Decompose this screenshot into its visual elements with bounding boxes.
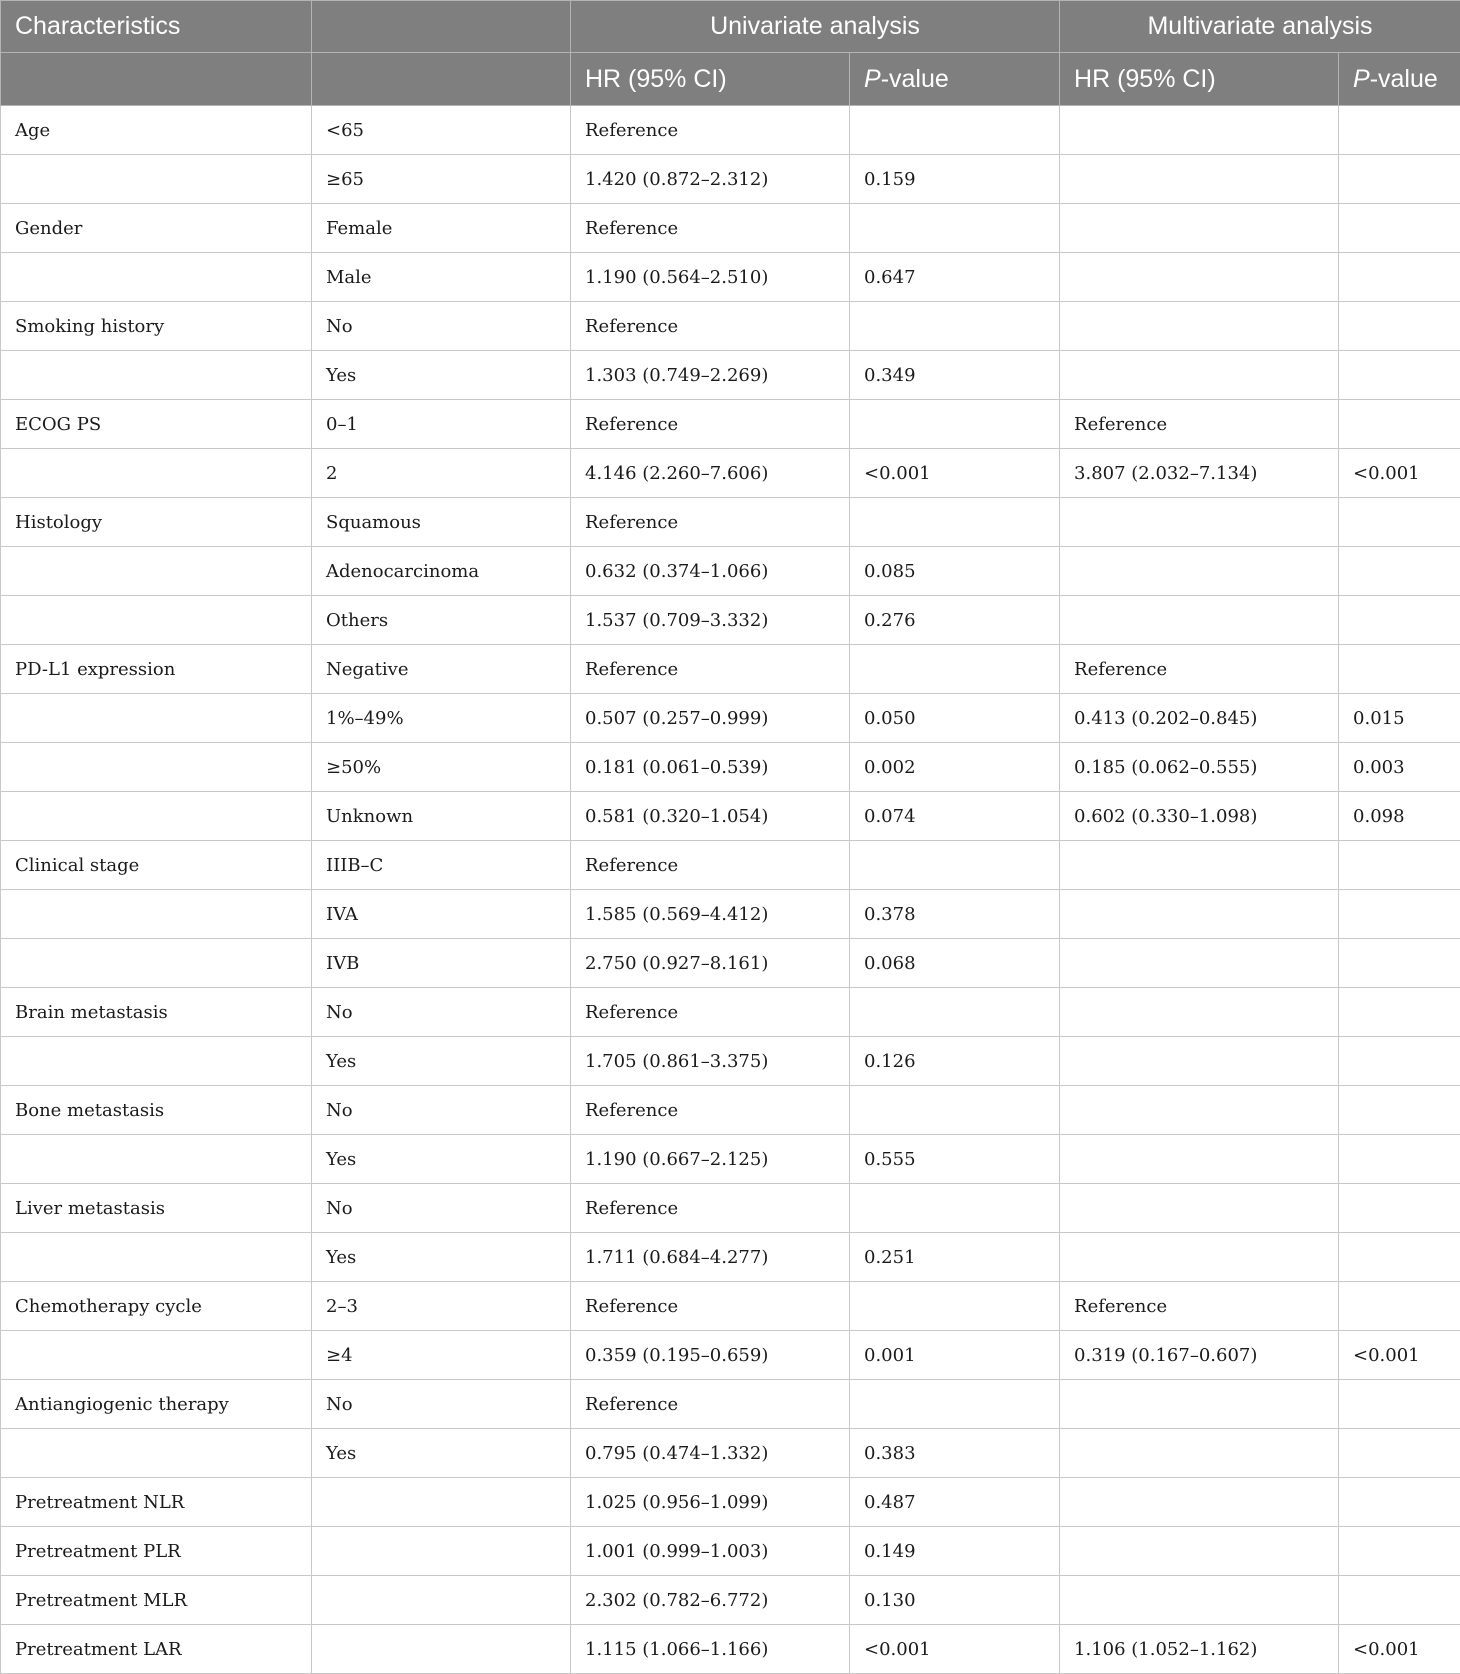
univariate-p-cell: 0.068	[850, 939, 1060, 988]
univariate-p-cell: <0.001	[850, 449, 1060, 498]
univariate-hr-cell: 0.359 (0.195–0.659)	[571, 1331, 850, 1380]
univariate-hr-cell: Reference	[571, 1086, 850, 1135]
multivariate-hr-cell	[1060, 1576, 1339, 1625]
subgroup-cell: Squamous	[312, 498, 571, 547]
characteristic-cell: Clinical stage	[1, 841, 312, 890]
p-italic: P	[1353, 65, 1370, 93]
multivariate-hr-cell	[1060, 498, 1339, 547]
subgroup-cell: Yes	[312, 1233, 571, 1282]
table-row	[1, 1625, 1460, 1674]
univariate-hr-cell: 1.537 (0.709–3.332)	[571, 596, 850, 645]
characteristic-cell: Smoking history	[1, 302, 312, 351]
subgroup-cell: IVA	[312, 890, 571, 939]
subgroup-cell: 2–3	[312, 1282, 571, 1331]
multivariate-hr-cell	[1060, 841, 1339, 890]
univariate-p-cell: 0.002	[850, 743, 1060, 792]
univariate-hr-cell: Reference	[571, 988, 850, 1037]
characteristics-header-blank	[1, 53, 312, 106]
univariate-hr-cell: 0.581 (0.320–1.054)	[571, 792, 850, 841]
subgroup-cell: Negative	[312, 645, 571, 694]
multivariate-hr-cell	[1060, 1527, 1339, 1576]
multivariate-p-cell	[1339, 106, 1460, 155]
multivariate-hr-cell: 0.319 (0.167–0.607)	[1060, 1331, 1339, 1380]
multivariate-hr-cell	[1060, 1086, 1339, 1135]
table-row	[1, 351, 1460, 400]
table-row	[1, 1478, 1460, 1527]
multivariate-p-cell: <0.001	[1339, 449, 1460, 498]
multivariate-hr-header: HR (95% CI)	[1060, 53, 1339, 106]
table-row	[1, 1233, 1460, 1282]
subgroup-cell	[312, 1478, 571, 1527]
univariate-p-cell	[850, 1184, 1060, 1233]
table-row	[1, 645, 1460, 694]
multivariate-p-cell: 0.098	[1339, 792, 1460, 841]
univariate-hr-cell: 1.001 (0.999–1.003)	[571, 1527, 850, 1576]
subgroup-cell: Yes	[312, 1135, 571, 1184]
characteristic-cell: PD-L1 expression	[1, 645, 312, 694]
univariate-hr-cell: 0.181 (0.061–0.539)	[571, 743, 850, 792]
univariate-p-cell: 0.074	[850, 792, 1060, 841]
univariate-p-cell	[850, 645, 1060, 694]
characteristic-cell	[1, 1331, 312, 1380]
subgroup-cell: IIIB–C	[312, 841, 571, 890]
multivariate-hr-cell: 0.602 (0.330–1.098)	[1060, 792, 1339, 841]
multivariate-hr-cell: Reference	[1060, 400, 1339, 449]
multivariate-p-cell	[1339, 1282, 1460, 1331]
subgroup-cell: No	[312, 988, 571, 1037]
multivariate-p-cell	[1339, 351, 1460, 400]
table-row	[1, 1135, 1460, 1184]
subgroup-cell: Yes	[312, 351, 571, 400]
univariate-hr-cell: Reference	[571, 841, 850, 890]
table-row	[1, 155, 1460, 204]
characteristic-cell: ECOG PS	[1, 400, 312, 449]
p-italic: P	[864, 65, 881, 93]
univariate-p-cell: 0.555	[850, 1135, 1060, 1184]
table-row	[1, 596, 1460, 645]
table-row	[1, 253, 1460, 302]
characteristics-header: Characteristics	[1, 1, 312, 53]
subgroup-cell: IVB	[312, 939, 571, 988]
characteristic-cell	[1, 596, 312, 645]
subgroup-cell: Others	[312, 596, 571, 645]
univariate-p-cell: 0.130	[850, 1576, 1060, 1625]
univariate-hr-cell: Reference	[571, 400, 850, 449]
characteristic-cell	[1, 792, 312, 841]
univariate-p-cell: 0.050	[850, 694, 1060, 743]
univariate-hr-cell: 2.750 (0.927–8.161)	[571, 939, 850, 988]
multivariate-hr-cell	[1060, 1184, 1339, 1233]
multivariate-p-cell: 0.003	[1339, 743, 1460, 792]
multivariate-p-cell: 0.015	[1339, 694, 1460, 743]
characteristic-cell	[1, 351, 312, 400]
multivariate-hr-cell	[1060, 302, 1339, 351]
subgroup-cell: No	[312, 1086, 571, 1135]
subgroup-cell: No	[312, 302, 571, 351]
univariate-p-cell	[850, 498, 1060, 547]
characteristic-cell: Chemotherapy cycle	[1, 1282, 312, 1331]
table-row	[1, 841, 1460, 890]
characteristic-cell: Brain metastasis	[1, 988, 312, 1037]
multivariate-header: Multivariate analysis	[1060, 1, 1460, 53]
univariate-hr-cell: 0.507 (0.257–0.999)	[571, 694, 850, 743]
multivariate-p-cell	[1339, 1037, 1460, 1086]
subgroup-cell: Female	[312, 204, 571, 253]
multivariate-hr-cell	[1060, 253, 1339, 302]
subgroup-cell: 1%–49%	[312, 694, 571, 743]
multivariate-p-cell	[1339, 302, 1460, 351]
characteristic-cell: Antiangiogenic therapy	[1, 1380, 312, 1429]
table-row	[1, 1576, 1460, 1625]
multivariate-p-cell	[1339, 155, 1460, 204]
multivariate-p-cell	[1339, 939, 1460, 988]
table-row	[1, 1184, 1460, 1233]
subgroup-header	[312, 1, 571, 53]
univariate-p-cell	[850, 400, 1060, 449]
univariate-hr-cell: 1.705 (0.861–3.375)	[571, 1037, 850, 1086]
multivariate-p-cell	[1339, 645, 1460, 694]
characteristic-cell: Pretreatment NLR	[1, 1478, 312, 1527]
multivariate-hr-cell	[1060, 1135, 1339, 1184]
multivariate-hr-cell	[1060, 1233, 1339, 1282]
univariate-p-cell: 0.349	[850, 351, 1060, 400]
univariate-hr-cell: 4.146 (2.260–7.606)	[571, 449, 850, 498]
table-row	[1, 400, 1460, 449]
univariate-hr-cell: 1.420 (0.872–2.312)	[571, 155, 850, 204]
subgroup-cell	[312, 1527, 571, 1576]
subgroup-cell	[312, 1625, 571, 1674]
univariate-hr-cell: Reference	[571, 645, 850, 694]
table-row	[1, 498, 1460, 547]
table-row	[1, 302, 1460, 351]
subgroup-cell	[312, 1576, 571, 1625]
multivariate-hr-cell	[1060, 890, 1339, 939]
univariate-hr-cell: 1.025 (0.956–1.099)	[571, 1478, 850, 1527]
characteristic-cell: Pretreatment MLR	[1, 1576, 312, 1625]
univariate-hr-cell: Reference	[571, 204, 850, 253]
subgroup-cell: No	[312, 1380, 571, 1429]
multivariate-p-cell: <0.001	[1339, 1625, 1460, 1674]
multivariate-p-cell	[1339, 204, 1460, 253]
univariate-hr-cell: Reference	[571, 498, 850, 547]
multivariate-hr-cell	[1060, 547, 1339, 596]
multivariate-p-cell	[1339, 988, 1460, 1037]
univariate-p-cell: 0.159	[850, 155, 1060, 204]
characteristic-cell	[1, 253, 312, 302]
table-row	[1, 694, 1460, 743]
table-row	[1, 1429, 1460, 1478]
table-row	[1, 743, 1460, 792]
table-row	[1, 792, 1460, 841]
characteristic-cell	[1, 1135, 312, 1184]
subgroup-cell: ≥50%	[312, 743, 571, 792]
univariate-p-cell: 0.383	[850, 1429, 1060, 1478]
subgroup-cell: Unknown	[312, 792, 571, 841]
multivariate-p-cell	[1339, 1184, 1460, 1233]
characteristic-cell: Pretreatment PLR	[1, 1527, 312, 1576]
characteristic-cell	[1, 694, 312, 743]
table-body	[1, 106, 1460, 1674]
multivariate-hr-cell	[1060, 1380, 1339, 1429]
multivariate-p-cell	[1339, 1527, 1460, 1576]
univariate-p-cell: 0.378	[850, 890, 1060, 939]
subgroup-cell: Yes	[312, 1429, 571, 1478]
multivariate-hr-cell	[1060, 1037, 1339, 1086]
table-row	[1, 106, 1460, 155]
multivariate-p-cell	[1339, 1086, 1460, 1135]
multivariate-p-cell	[1339, 841, 1460, 890]
multivariate-hr-cell	[1060, 1429, 1339, 1478]
table-row	[1, 890, 1460, 939]
multivariate-p-header	[1339, 53, 1460, 106]
table-row	[1, 1380, 1460, 1429]
multivariate-p-cell	[1339, 890, 1460, 939]
characteristic-cell	[1, 890, 312, 939]
characteristic-cell	[1, 1429, 312, 1478]
multivariate-hr-cell	[1060, 155, 1339, 204]
multivariate-hr-cell	[1060, 351, 1339, 400]
characteristic-cell: Bone metastasis	[1, 1086, 312, 1135]
multivariate-p-cell	[1339, 253, 1460, 302]
table-row	[1, 1282, 1460, 1331]
univariate-p-cell	[850, 841, 1060, 890]
univariate-hr-cell: Reference	[571, 302, 850, 351]
univariate-p-header	[850, 53, 1060, 106]
multivariate-p-cell	[1339, 1576, 1460, 1625]
univariate-hr-header: HR (95% CI)	[571, 53, 850, 106]
characteristic-cell: Age	[1, 106, 312, 155]
p-rest: -value	[1370, 65, 1438, 93]
table-row	[1, 547, 1460, 596]
multivariate-hr-cell: Reference	[1060, 645, 1339, 694]
characteristic-cell	[1, 155, 312, 204]
table-row	[1, 1086, 1460, 1135]
univariate-p-cell: 0.276	[850, 596, 1060, 645]
univariate-p-cell	[850, 106, 1060, 155]
table-row	[1, 449, 1460, 498]
multivariate-hr-cell: Reference	[1060, 1282, 1339, 1331]
multivariate-hr-cell	[1060, 106, 1339, 155]
univariate-hr-cell: Reference	[571, 1184, 850, 1233]
multivariate-hr-cell: 1.106 (1.052–1.162)	[1060, 1625, 1339, 1674]
table-header	[1, 1, 1460, 106]
p-rest: -value	[881, 65, 949, 93]
multivariate-p-cell	[1339, 547, 1460, 596]
univariate-hr-cell: 1.303 (0.749–2.269)	[571, 351, 850, 400]
univariate-hr-cell: Reference	[571, 106, 850, 155]
univariate-p-cell: 0.647	[850, 253, 1060, 302]
univariate-hr-cell: 1.190 (0.564–2.510)	[571, 253, 850, 302]
table-row	[1, 1527, 1460, 1576]
univariate-p-cell	[850, 1086, 1060, 1135]
univariate-p-cell: 0.487	[850, 1478, 1060, 1527]
characteristic-cell: Histology	[1, 498, 312, 547]
subgroup-header-blank	[312, 53, 571, 106]
characteristic-cell	[1, 547, 312, 596]
univariate-p-cell: 0.001	[850, 1331, 1060, 1380]
univariate-hr-cell: 1.585 (0.569–4.412)	[571, 890, 850, 939]
subgroup-cell: Adenocarcinoma	[312, 547, 571, 596]
multivariate-p-cell	[1339, 1135, 1460, 1184]
multivariate-hr-cell	[1060, 1478, 1339, 1527]
univariate-hr-cell: 0.795 (0.474–1.332)	[571, 1429, 850, 1478]
multivariate-hr-cell: 0.413 (0.202–0.845)	[1060, 694, 1339, 743]
univariate-p-cell	[850, 204, 1060, 253]
univariate-p-cell: 0.251	[850, 1233, 1060, 1282]
multivariate-hr-cell: 3.807 (2.032–7.134)	[1060, 449, 1339, 498]
multivariate-hr-cell	[1060, 204, 1339, 253]
univariate-p-cell	[850, 988, 1060, 1037]
table-row	[1, 204, 1460, 253]
multivariate-p-cell	[1339, 1233, 1460, 1282]
univariate-p-cell: 0.149	[850, 1527, 1060, 1576]
subgroup-cell: ≥65	[312, 155, 571, 204]
table-row	[1, 1331, 1460, 1380]
subgroup-cell: ≥4	[312, 1331, 571, 1380]
multivariate-hr-cell	[1060, 939, 1339, 988]
multivariate-p-cell	[1339, 1478, 1460, 1527]
univariate-p-cell: 0.126	[850, 1037, 1060, 1086]
characteristic-cell	[1, 1037, 312, 1086]
univariate-p-cell	[850, 1380, 1060, 1429]
characteristic-cell	[1, 449, 312, 498]
univariate-p-cell	[850, 1282, 1060, 1331]
multivariate-p-cell	[1339, 1380, 1460, 1429]
characteristic-cell	[1, 939, 312, 988]
univariate-hr-cell: 1.115 (1.066–1.166)	[571, 1625, 850, 1674]
table-row	[1, 1037, 1460, 1086]
multivariate-p-cell	[1339, 400, 1460, 449]
univariate-hr-cell: 2.302 (0.782–6.772)	[571, 1576, 850, 1625]
univariate-header: Univariate analysis	[571, 1, 1060, 53]
univariate-hr-cell: Reference	[571, 1380, 850, 1429]
univariate-hr-cell: Reference	[571, 1282, 850, 1331]
univariate-hr-cell: 1.190 (0.667–2.125)	[571, 1135, 850, 1184]
multivariate-hr-cell	[1060, 988, 1339, 1037]
subgroup-cell: 2	[312, 449, 571, 498]
subgroup-cell: Male	[312, 253, 571, 302]
table-row	[1, 988, 1460, 1037]
univariate-p-cell: <0.001	[850, 1625, 1060, 1674]
univariate-p-cell: 0.085	[850, 547, 1060, 596]
multivariate-hr-cell	[1060, 596, 1339, 645]
characteristic-cell: Pretreatment LAR	[1, 1625, 312, 1674]
univariate-p-cell	[850, 302, 1060, 351]
multivariate-p-cell: <0.001	[1339, 1331, 1460, 1380]
characteristic-cell: Liver metastasis	[1, 1184, 312, 1233]
subgroup-cell: <65	[312, 106, 571, 155]
subgroup-cell: 0–1	[312, 400, 571, 449]
multivariate-hr-cell: 0.185 (0.062–0.555)	[1060, 743, 1339, 792]
characteristic-cell: Gender	[1, 204, 312, 253]
univariate-hr-cell: 0.632 (0.374–1.066)	[571, 547, 850, 596]
multivariate-p-cell	[1339, 1429, 1460, 1478]
univariate-hr-cell: 1.711 (0.684–4.277)	[571, 1233, 850, 1282]
characteristic-cell	[1, 743, 312, 792]
multivariate-p-cell	[1339, 498, 1460, 547]
subgroup-cell: Yes	[312, 1037, 571, 1086]
characteristic-cell	[1, 1233, 312, 1282]
table-row	[1, 939, 1460, 988]
subgroup-cell: No	[312, 1184, 571, 1233]
multivariate-p-cell	[1339, 596, 1460, 645]
